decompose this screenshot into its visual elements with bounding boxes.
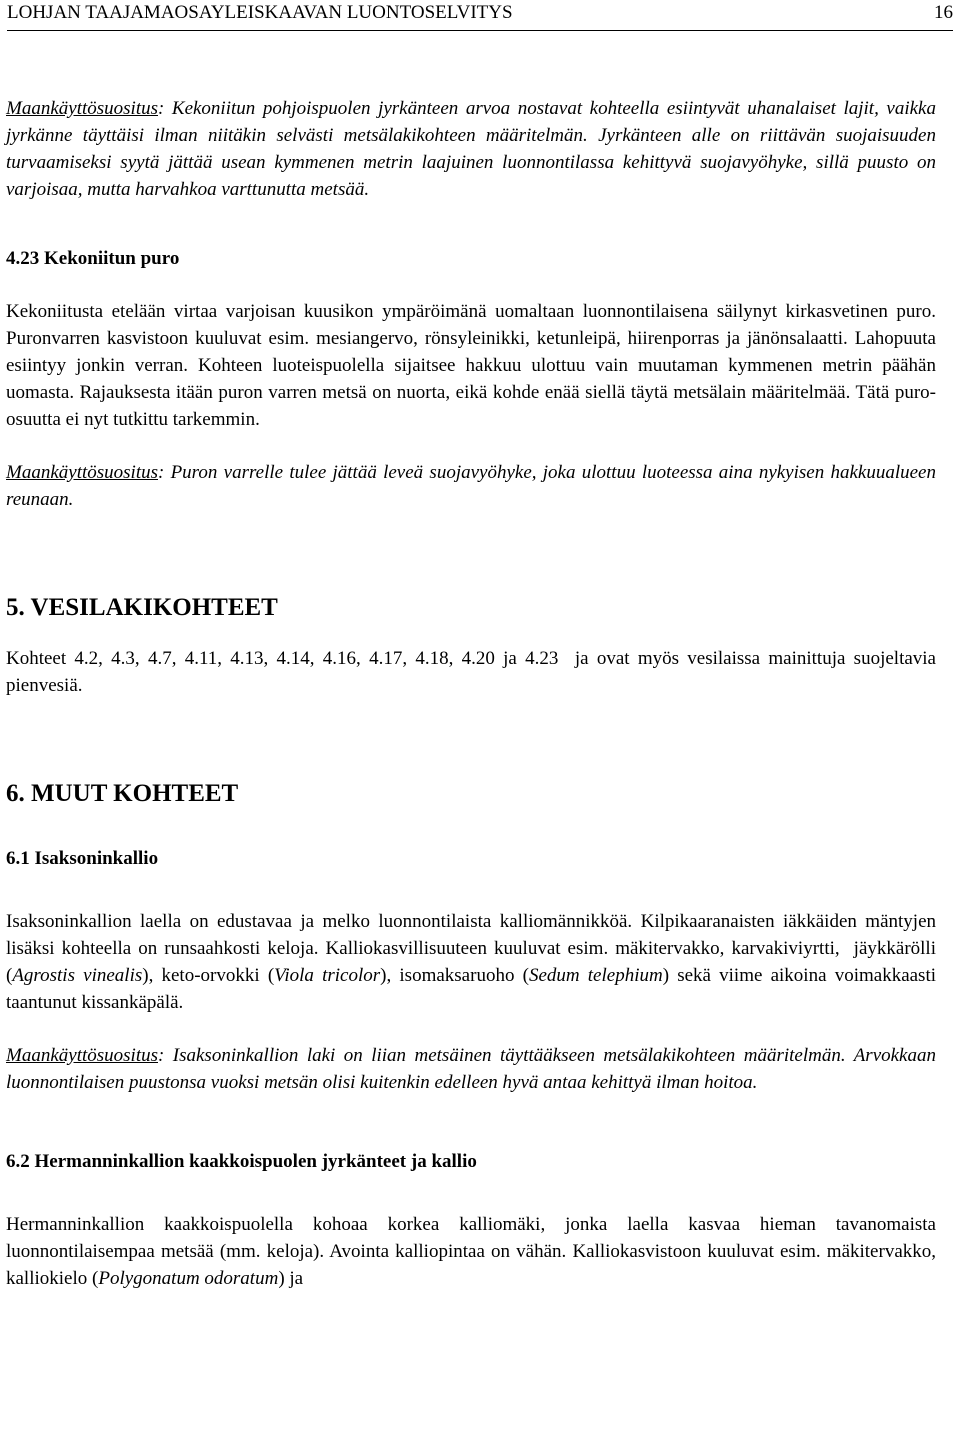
latin-name: Polygonatum odoratum (98, 1268, 279, 1289)
text-run: ), isomaksaruoho ( (380, 965, 529, 986)
recommendation-text: : Kekoniitun pohjoispuolen jyrkänteen arvoa nostavat kohteella esiintyvät uhanalaiset lajit, vaikka jyrkänne täyttäisi ilman niitäkin selvästi metsälakikohteen määritelmän. Jyrkänteen alle on riittävän suojaisuuden turvaamiseksi syytä jättää usean kymmenen metrin laajuinen luonnontilassa kehittyvä suojavyöhyke, sillä puusto on varjoisaa, mutta harvahkoa varttunutta metsää. (6, 98, 936, 200)
recommendation-label: Maankäyttösuositus (6, 1045, 158, 1066)
land-use-recommendation-paragraph (6, 95, 936, 203)
section-heading-4-23: 4.23 Kekoniitun puro (6, 248, 180, 269)
text-run: Hermanninkallion kaakkoispuolella kohoaa korkea kalliomäki, jonka laella kasvaa hieman tavanomaista luonnontilaisempaa metsää (mm. keloja). Avointa kalliopintaa on vähän. Kalliokasvistoon kuuluvat esim. mäkitervakko, kalliokielo ( (6, 1214, 936, 1289)
section-heading-6-2: 6.2 Hermanninkallion kaakkoispuolen jyrkänteet ja kallio (6, 1151, 477, 1172)
recommendation-label: Maankäyttösuositus (6, 98, 158, 119)
section-4-23-paragraph: Kekoniitusta etelään virtaa varjoisan kuusikon ympäröimänä uomaltaan luonnontilaisena säilynyt kirkasvetinen puro. Puronvarren kasvistoon kuuluvat esim. mesiangervo, rönsyleinikki, ketunleipä, hiirenporras ja jänönsalaatti. Lahopuuta esiintyy jonkin verran. Kohteen luoteispuolella sijaitsee hakkuu ulottuu vain muutaman kymmenen metrin päähän uomasta. Rajauksesta itään puron varren metsä on nuorta, eikä kohde enää siellä täytä metsälain määritelmää. Tätä puro-osuutta ei nyt tutkittu tarkemmin. (6, 301, 936, 430)
recommendation-text: : Isaksoninkallion laki on liian metsäinen täyttääkseen metsälakikohteen määritelmän. Arvokkaan luonnontilaisen puustonsa vuoksi metsän olisi kuitenkin edelleen hyvä antaa kehittyä ilman hoitoa. (6, 1045, 936, 1093)
text-run: Isaksoninkallion laella on edustavaa ja melko luonnontilaista kalliomännikköä. Kilpikaaranaisten iäkkäiden mäntyjen lisäksi kohteella on runsaahkosti keloja. Kalliokasvillisuuteen kuuluvat esim. mäkitervakko, karvakiviyrtti, jäykkärölli ( (6, 911, 941, 986)
chapter-heading-6: 6. MUUT KOHTEET (6, 780, 239, 807)
latin-name: Sedum telephium (528, 965, 663, 986)
section-6-1-recommendation (6, 1042, 936, 1096)
latin-name: Viola tricolor (274, 965, 381, 986)
text-run: ) ja (278, 1268, 304, 1289)
recommendation-label: Maankäyttösuositus (6, 462, 158, 483)
header-title: LOHJAN TAAJAMAOSAYLEISKAAVAN LUONTOSELVITYS (7, 2, 513, 23)
section-6-2-paragraph (6, 1211, 936, 1292)
chapter-heading-5: 5. VESILAKIKOHTEET (6, 594, 278, 621)
document-body (6, 95, 941, 1292)
section-heading-6-1: 6.1 Isaksoninkallio (6, 848, 159, 869)
section-6-1-paragraph (6, 908, 941, 1016)
chapter-5-paragraph: Kohteet 4.2, 4.3, 4.7, 4.11, 4.13, 4.14, 4.16, 4.17, 4.18, 4.20 ja 4.23 ja ovat myös vesilaissa mainittuja suojeltavia pienvesiä. (6, 648, 941, 696)
running-header (7, 0, 953, 31)
page-number: 16 (934, 2, 953, 23)
recommendation-text: : Puron varrelle tulee jättää leveä suojavyöhyke, joka ulottuu luoteessa aina nykyisen hakkuualueen reunaan. (6, 462, 936, 510)
text-run: ), keto-orvokki ( (142, 965, 275, 986)
text-run: ) sekä viime aikoina voimakkaasti taantunut kissankäpälä. (6, 965, 941, 1013)
section-4-23-recommendation (6, 459, 936, 513)
latin-name: Agrostis vinealis (12, 965, 143, 986)
